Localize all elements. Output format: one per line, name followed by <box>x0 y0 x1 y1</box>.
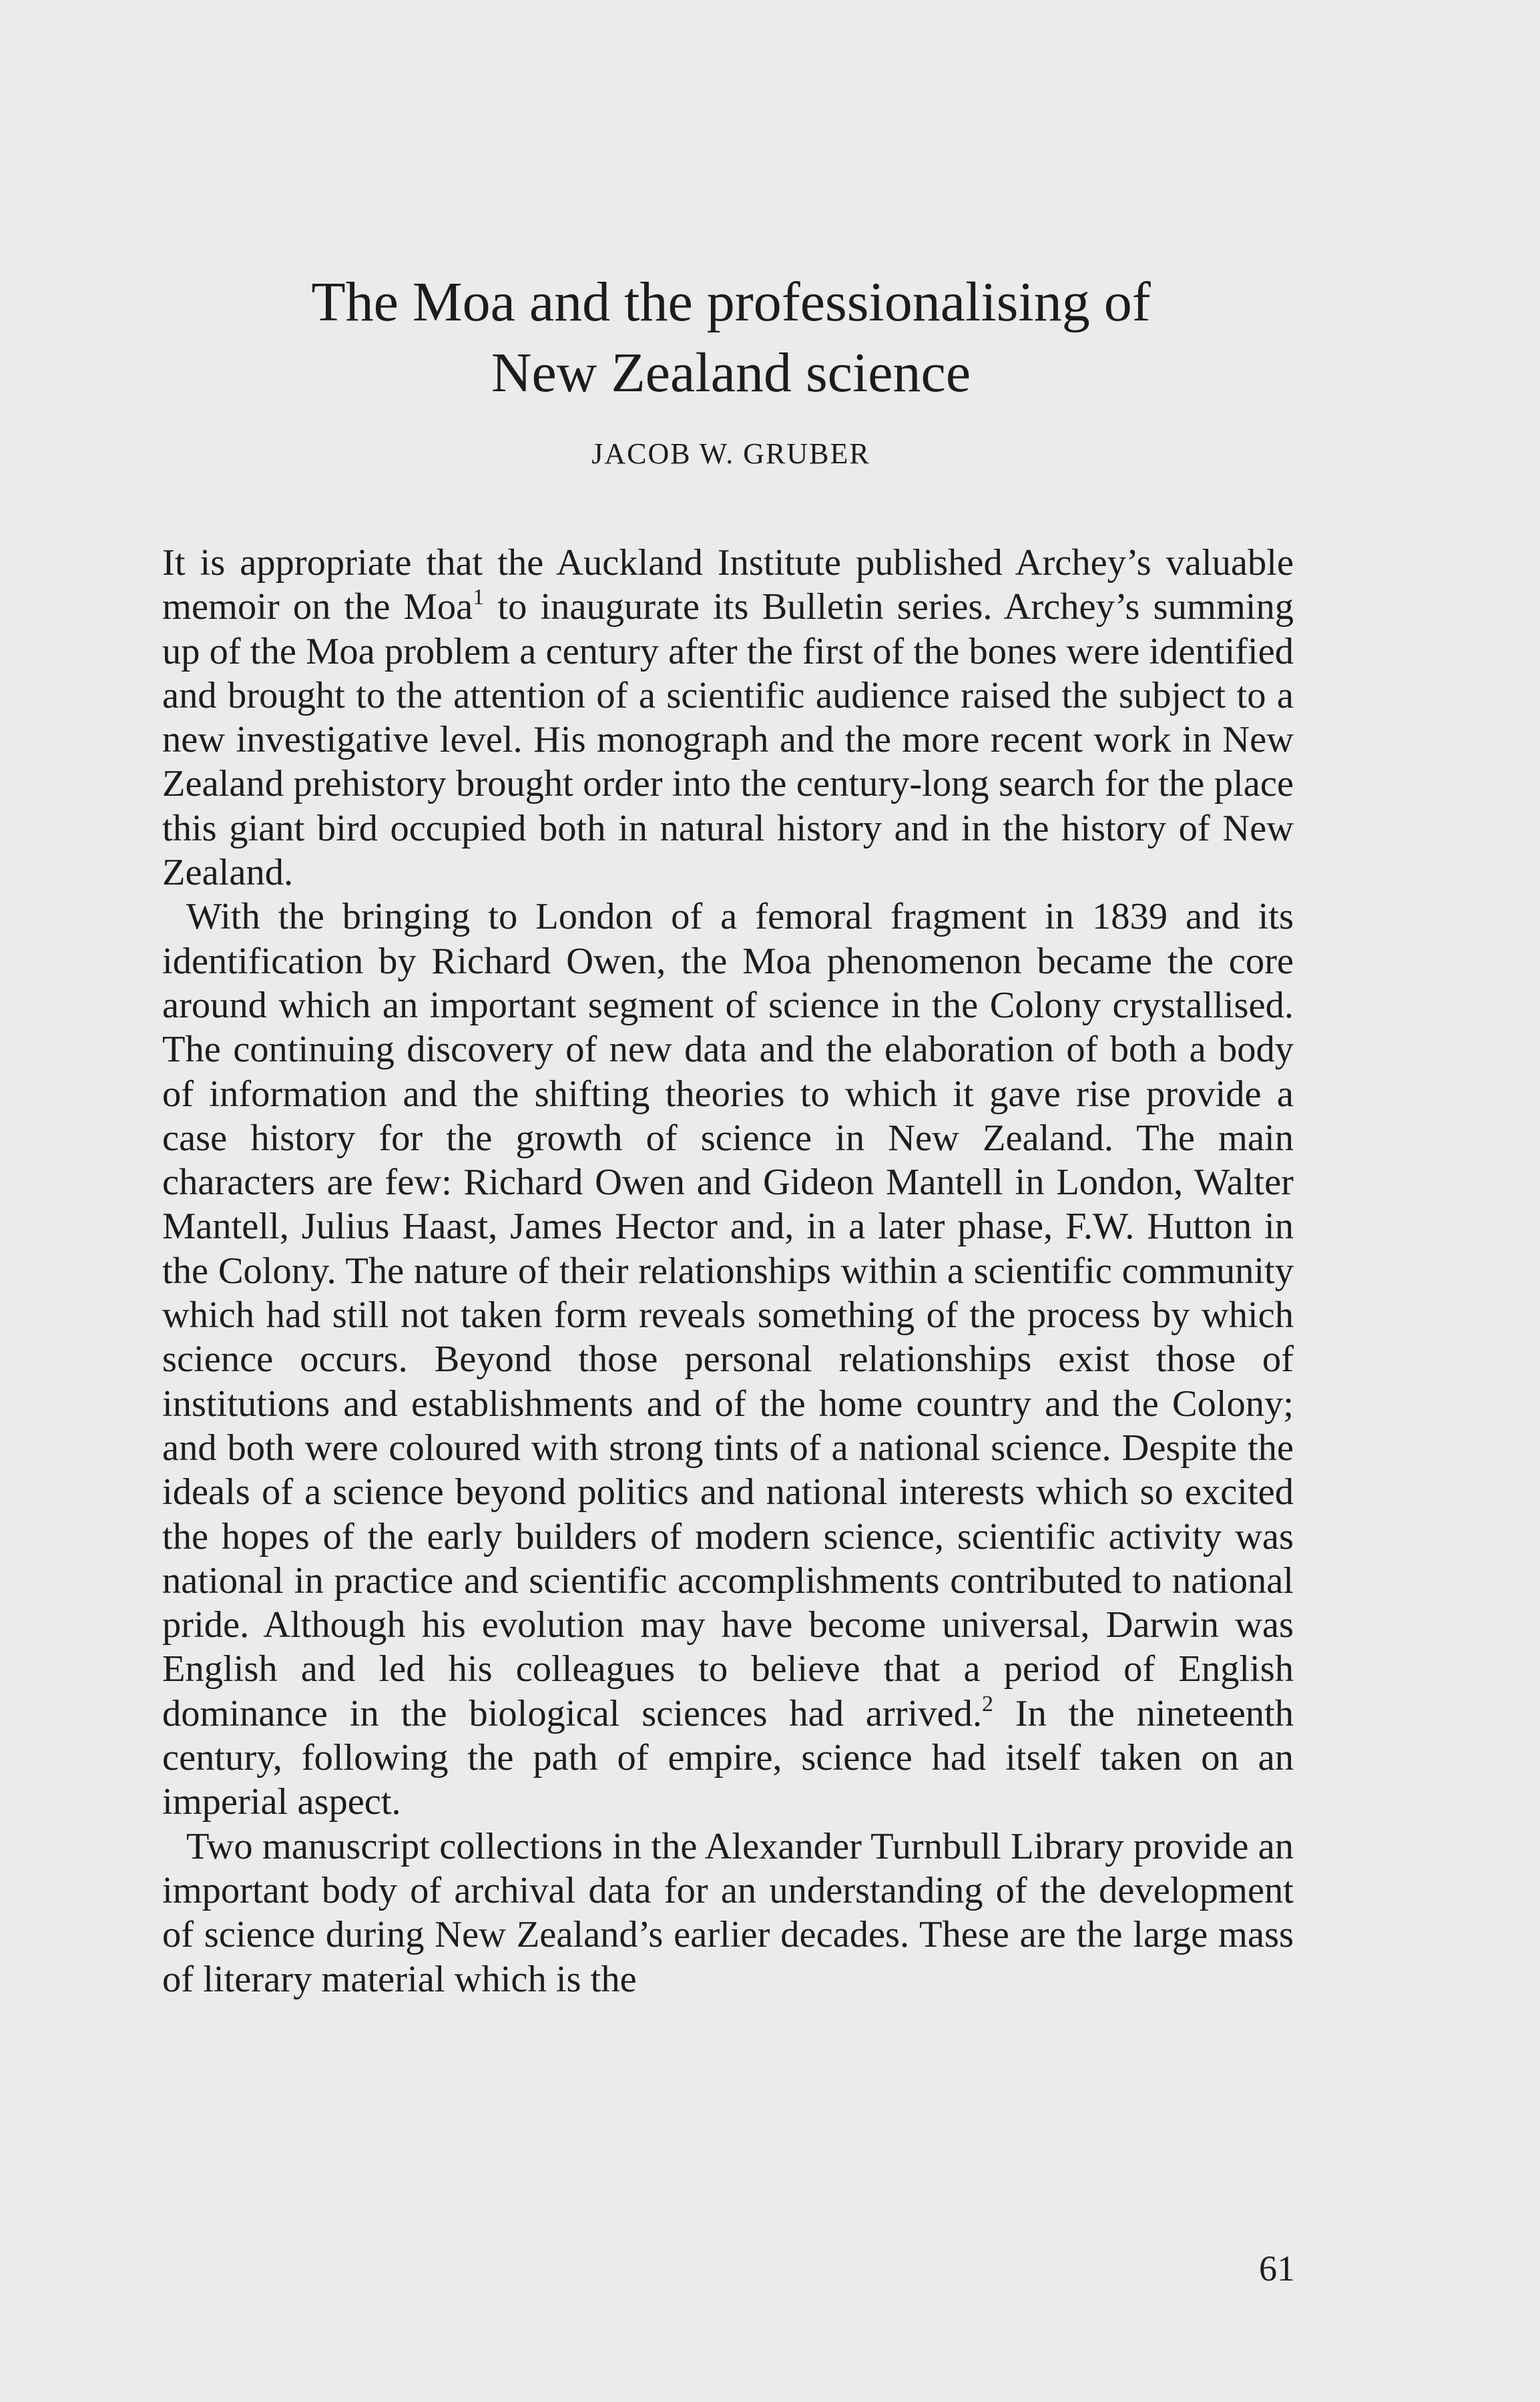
footnote-ref-2: 2 <box>981 1691 993 1716</box>
paragraph-2 <box>162 895 1294 1824</box>
title-line-2: New Zealand science <box>491 342 971 404</box>
paragraph-2-text-a: With the bringing to London of a femoral fragment in 1839 and its identification by Richard Owen, the Moa phenomenon became the core around which an important segment of science in the Colony crystallised. The continuing discovery of new data and the elaboration of both a body of information and the shifting theories to which it gave rise provide a case history for the growth of science in New Zealand. The main characters are few: Richard Owen and Gideon Mantell in London, Walter Mantell, Julius Haast, James Hector and, in a later phase, F.W. Hutton in the Colony. The nature of their relationships within a scientific community which had still not taken form reveals something of the process by which science occurs. Beyond those personal relationships exist those of institutions and establishments and of the home country and the Colony; and both were coloured with strong tints of a national science. Despite the ideals of a science beyond politics and national interests which so excited the hopes of the early builders of modern science, scientific activity was national in practice and scientific accomplishments contributed to national pride. Although his evolution may have become universal, Darwin was English and led his colleagues to believe that a period of English dominance in the biological sciences had arrived. <box>162 896 1294 1734</box>
article-title <box>167 267 1295 409</box>
paragraph-2-text-b: In the nineteenth century, following the path of empire, science had itself taken on an imperial aspect. <box>162 1692 1294 1823</box>
page-number: 61 <box>1259 2248 1295 2289</box>
paragraph-1-text-a: It is appropriate that the Auckland Institute published Archey’s valuable memoir on the Moa <box>162 542 1294 628</box>
paragraph-1-text-b: to inaugurate its Bulletin series. Archey’s summing up of the Moa problem a century after the first of the bones were identified and brought to the attention of a scientific audience raised the subject to a new investigative level. His monograph and the more recent work in New Zealand prehistory brought order into the century-long search for the place this giant bird occupied both in natural history and in the history of New Zealand. <box>162 586 1294 894</box>
paragraph-3-text: Two manuscript collections in the Alexander Turnbull Library provide an important body of archival data for an understanding of the development of science during New Zealand’s earlier decades. These are the large mass of literary material which is the <box>162 1825 1294 2000</box>
paragraph-1 <box>162 541 1294 895</box>
paragraph-3 <box>162 1825 1294 2001</box>
footnote-ref-1: 1 <box>473 585 485 610</box>
author-name: JACOB W. GRUBER <box>591 437 870 470</box>
title-line-1: The Moa and the professionalising of <box>311 271 1151 333</box>
article-body <box>162 541 1294 2001</box>
